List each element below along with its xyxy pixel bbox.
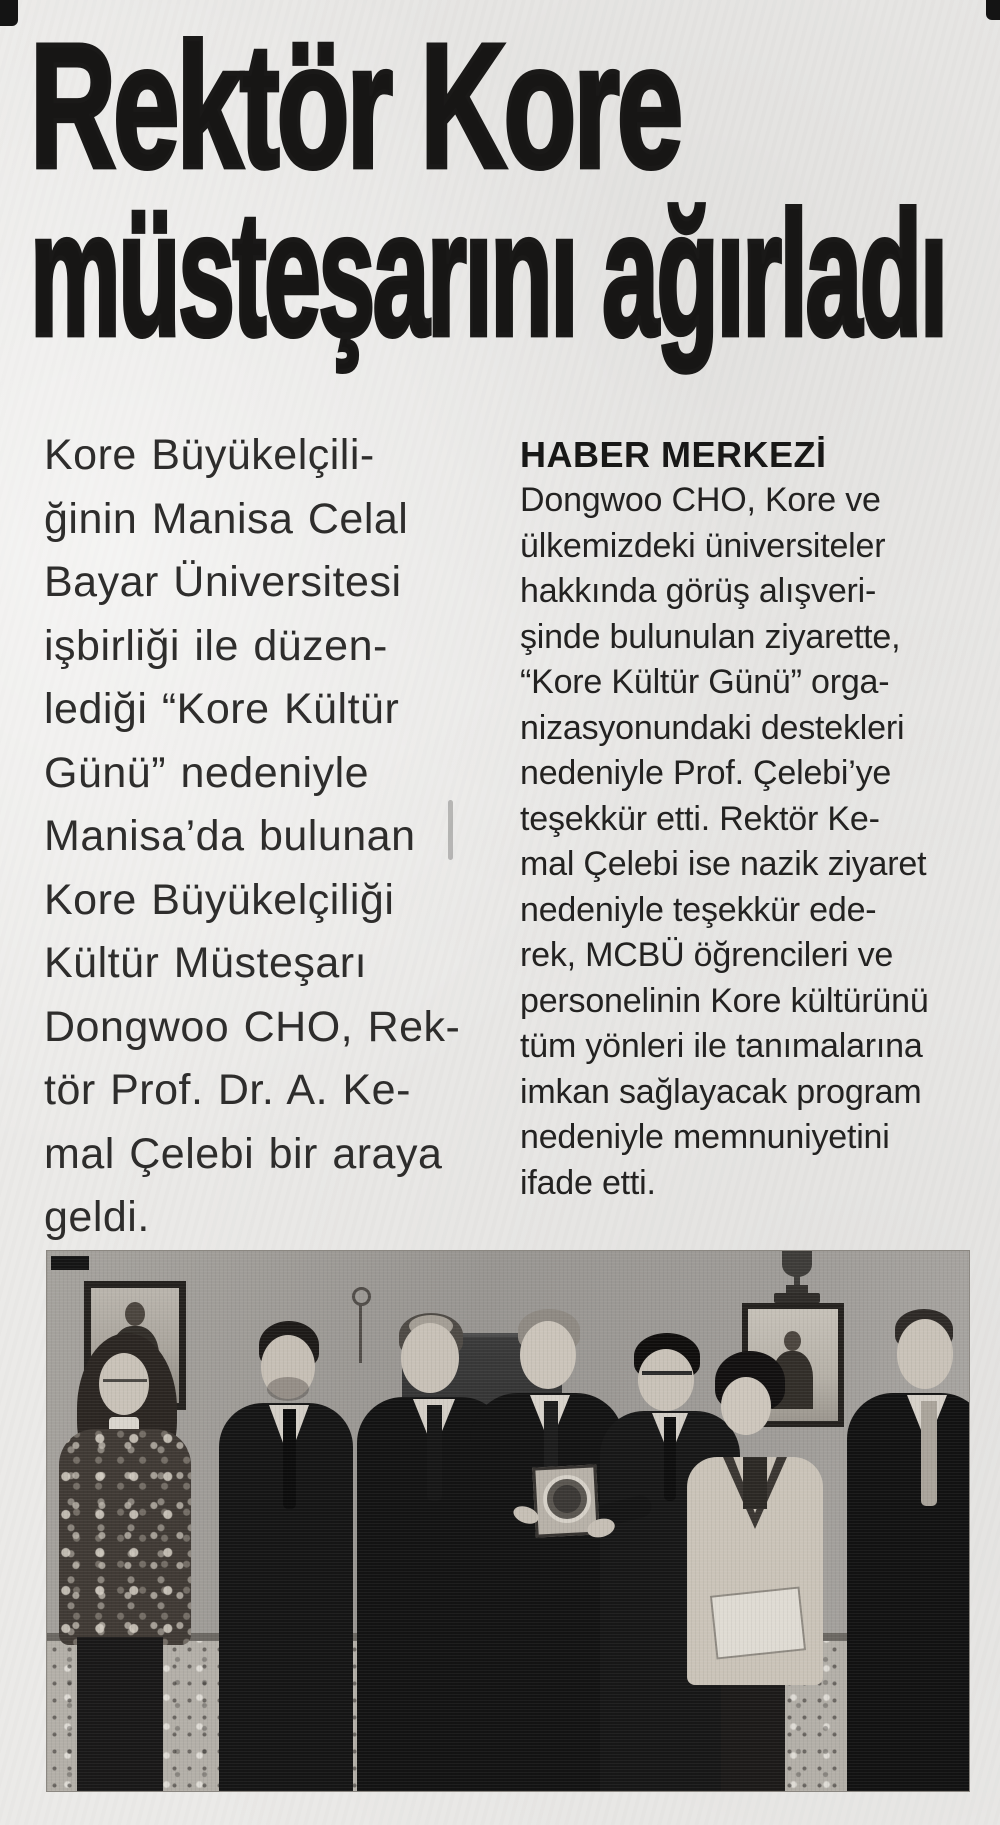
white-folder <box>710 1586 806 1659</box>
body-line: tüm yönleri ile tanımalarına <box>520 1027 923 1065</box>
scan-artifact-top-left <box>0 0 18 26</box>
scan-artifact-gutter <box>448 800 453 860</box>
tie <box>283 1409 296 1509</box>
trophy-cup <box>782 1251 812 1277</box>
article-photo <box>46 1250 970 1792</box>
coat-inner <box>743 1457 767 1509</box>
tie <box>664 1417 676 1501</box>
face <box>520 1321 576 1389</box>
trophy-base <box>786 1285 808 1293</box>
suit-torso <box>847 1393 970 1792</box>
body-line: ğinin Manisa Celal <box>44 494 409 543</box>
kicker: HABER MERKEZİ <box>520 434 827 475</box>
body-line: mal Çelebi bir araya <box>44 1129 443 1178</box>
body-line: işbirliği ile düzen- <box>44 621 388 670</box>
floral-jacket <box>59 1429 191 1645</box>
body-line: Kültür Müsteşarı <box>44 939 368 987</box>
body-line: nizasyonundaki destekleri <box>520 708 905 747</box>
face <box>721 1377 771 1435</box>
body-line: geldi. <box>44 1193 150 1241</box>
plaque-disc <box>543 1475 591 1523</box>
scan-artifact-top-right <box>986 0 1000 20</box>
body-line: şinde bulunulan ziyarette, <box>520 617 901 656</box>
body-line: Günü” nedeniyle <box>44 748 370 797</box>
face <box>401 1323 459 1393</box>
body-line: nedeniyle teşekkür ede- <box>520 890 877 929</box>
article-left-column <box>44 424 461 1250</box>
body-line: rek, MCBÜ öğrencileri ve <box>520 936 894 974</box>
beard-shadow <box>267 1377 309 1401</box>
light-tie <box>921 1401 937 1506</box>
glasses <box>103 1379 147 1388</box>
trophy-shelf <box>774 1293 820 1303</box>
body-line: Dongwoo CHO, Rek- <box>44 1002 461 1051</box>
body-line: mal Çelebi ise nazik ziyaret <box>520 845 927 883</box>
body-line: personelinin Kore kültürünü <box>520 981 929 1020</box>
photo-corner-artifact <box>51 1256 89 1270</box>
body-line: tör Prof. Dr. A. Ke- <box>44 1066 411 1114</box>
headline-line-2: müsteşarını ağırladı <box>30 175 946 374</box>
person-woman-trench-coat <box>677 1351 832 1792</box>
portrait-figure-head <box>784 1331 801 1351</box>
body-line: “Kore Kültür Günü” orga- <box>520 663 890 701</box>
body-line: Kore Büyükelçili- <box>44 431 375 479</box>
body-line: Dongwoo CHO, Kore ve <box>520 481 881 519</box>
body-line: hakkında görüş alışveri- <box>520 572 877 610</box>
person-woman-patterned-jacket <box>47 1331 207 1792</box>
article-right-column <box>520 432 992 1206</box>
headline-line-1: Rektör Kore <box>30 7 681 206</box>
body-line: ülkemizdeki üniversiteler <box>520 526 886 565</box>
body-line: Manisa’da bulunan <box>44 812 416 860</box>
body-line: Kore Büyükelçiliği <box>44 875 395 924</box>
wall-trophy-icon <box>772 1251 822 1309</box>
body-line: ifade etti. <box>520 1163 656 1202</box>
body-line: nedeniyle memnuniyetini <box>520 1118 890 1156</box>
person-man-suit-1 <box>207 1321 365 1792</box>
body-line: Bayar Üniversitesi <box>44 558 402 606</box>
body-line: imkan sağlayacak program <box>520 1072 922 1111</box>
body-line: nedeniyle Prof. Çelebi’ye <box>520 754 892 792</box>
body-line: teşekkür etti. Rektör Ke- <box>520 799 880 838</box>
portrait-figure-head <box>125 1302 145 1326</box>
tie <box>427 1405 442 1501</box>
body-line: lediği “Kore Kültür <box>44 685 400 733</box>
dark-legs <box>721 1685 785 1792</box>
person-man-light-tie <box>837 1309 969 1792</box>
face <box>897 1319 953 1389</box>
dark-skirt <box>77 1637 163 1792</box>
